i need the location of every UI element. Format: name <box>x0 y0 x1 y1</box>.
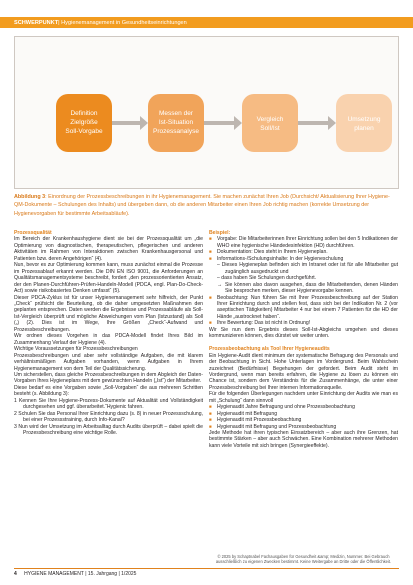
arrow-3-icon <box>298 116 336 130</box>
copyright-note: © 2025 by Schaptnabel Fachausgaben für Gesundheit &amp; Medizin, Nummer. Bei Gebrauch ausschließlich zu eigenen Zwecken bestimmt. Keine Weitergabe an Dritte oder die Öffentlichkeit. <box>215 554 392 565</box>
box2-line2: Ist-Situation <box>158 119 194 126</box>
figure-box-4 <box>336 94 392 152</box>
dash-item: – dass haben Sie Schulungen durchgeführt. <box>217 275 317 282</box>
box1-line2: Zielgröße <box>70 119 98 126</box>
paragraph: Prozessbeschreibungen und aber sehr vollständige Aufgaben, die mit klarem verhältnismäßigen Aufgaben vorhanden, wenn Aufgaben in Ihrem Hygienemanagement von dem Teil der Qualitätssicherung. <box>14 352 203 372</box>
arrow-item: → Sie können also davon ausgehen, dass die Mitarbeitenden, denen Händen Sie besprochen merken, dieser Hygienevorgabe kennen. <box>209 282 398 295</box>
numbered-item: 3 Nun wird der Umsetzung im Arbeitsalltag durch Audits überprüft – dabei spielt die Prozessbeschreibung eine wichtige Rolle. <box>14 423 203 437</box>
figure-arrows <box>110 116 336 130</box>
paragraph: Wichtige Voraussetzungen für Prozessbeschreibungen <box>14 346 138 353</box>
box4-line1: Umsetzung <box>347 116 381 123</box>
bullet-item: ■ Hygienaudit mit Befragung <box>209 411 398 417</box>
caption-label: Abbildung 3 <box>14 194 46 200</box>
bullet-item: ■ Informations-/Schulungsinhalte: In der Hygieneschulung <box>209 256 398 262</box>
figure-box-2 <box>148 94 204 152</box>
section-title: | Hygienemanagement in Gesundheitseinrichtungen <box>58 19 187 26</box>
bullet-item: ■ Vorgabe: Die Mitarbeiterinnen Ihrer Einrichtung sollen bei den 5 Indikationen der WHO eine hygienische Händedesinfektion (HD) durchführen. <box>209 236 398 249</box>
arrow-2-icon <box>204 116 242 130</box>
left-column <box>14 230 203 437</box>
box3-line1: Vergleich <box>256 116 284 123</box>
figure-box-3 <box>242 94 298 152</box>
bullet-item: ■ Hygienaudit mit Befragung und Prozessbeobachtung <box>209 424 398 430</box>
right-column <box>209 230 398 449</box>
journal-info: HYGIENE MANAGEMENT | 15. Jahrgang | 1/2025 <box>24 571 137 577</box>
paragraph: Um sicherstellen, dass gleiche Prozessbeschreibungen in dem Abgleich der Daten-Vorgaben Ihres Hygieneplans mit dem gewünschten Handeln („Ist“) der Mitarbeiter. <box>14 371 203 385</box>
caption-text: : Einordnung der Prozessbeschreibungen in ihr Hygienemanagement. Sie machen zunächst Ihren Job (Durchsicht/ Aktualisierung Ihrer Hygiene-QM-Dokumente – Schulungen des Inhalts) und übergeben dann, ob die anderen Mitarbeiter einen Ihren Job richtig machen (korrekte Umsetzung der Hygienevorgaben für bestimmte Arbeitsabläufe). <box>14 194 390 217</box>
section-heading: Prozessbeobachtung als Tool Ihrer Hygieneaudits <box>209 346 330 353</box>
footer-rule <box>14 568 399 569</box>
process-figure <box>14 36 399 189</box>
box3-line2: Soll/Ist <box>260 125 280 132</box>
bullet-item: ■ Hygienaudit mit Prozessbeobachtung <box>209 417 398 423</box>
paragraph: Ein Hygiene-Audit dient minimum der systematische Befragung des Personals und der Beobachtung in Sicht. Hohe Unterlagen im Vordergrund. Beim Wahlschein zuzeichnet (Bedürfnisse) Begehungen der gefordert. Beim Audit steht im Vordergrund, wenn man bereits erfahren, die Hygiene zu lösen zu können ein Chance ist, sondern dem Verständnis für die Zusammenhänge, die unter einer Prozessbeschreibung bei Ihrer internen Informationsquelle. <box>209 352 398 391</box>
box2-line1: Messen der <box>159 110 193 117</box>
page-number: 4 <box>14 571 17 577</box>
dash-item: – Dieses Hygieneplan befinden sich im Intranet oder ist für alle Mitarbeiter gut zugänglich ausgedruckt und <box>217 262 398 275</box>
paragraph: Diese bedarf es eine Vorgaben sowie „Soll-Vorgaben“ die aus mehreren Schritten besteht (s. Abbildung 3): <box>14 384 203 398</box>
paragraph: Nun, bevor es zur Optimierung kommen kann, muss zunächst einmal die Prozesse im Prozessablauf erkannt werden. Die DIN EN ISO 9001, die Anforderungen an Qualitätsmanagementsysteme beschreibt, fordert „den prozessorientierten Ansatz, der den Planen-Durchführen-Prüfen-Handeln-Modell (PDCA, engl. Plan-Do-Check-Act) sowie risikobasiertes Denken umfasst“ (5). <box>14 262 203 295</box>
paragraph: Wir ordnen dieses Vorgehen in das PDCA-Modell findet Ihres Bild im Zusammenhang Verlauf der Hygiene (4). <box>14 333 203 346</box>
paragraph: Jede Methode hat ihren typischen Einsatzbereich – aber auch ihre Grenzen, hat bestimmte Stärken – aber auch Schwächen. Eine Kombination mehrerer Methoden kann viele Vorteile mit sich bringen (Synergieeffekte). <box>209 430 398 449</box>
box1-line1: Definition <box>70 110 98 117</box>
section-heading: Beispiel: <box>209 230 231 236</box>
page-footer <box>14 571 136 577</box>
arrow-1-icon <box>110 116 148 130</box>
box2-line3: Prozessanalyse <box>153 128 199 135</box>
figure-caption <box>14 193 399 218</box>
bullet-item: ■ Hygienaudit Jahre Befragung und ohne Prozessbeobachtung <box>209 404 398 410</box>
bullet-item: ■ Beobachtung: Nun führen Sie mit Ihrer Prozessbeschreibung auf der Station Ihrer Einrichtung durch und stellen fest, dass sich bei der Indikation Nr. 2 (vor aseptischen Tätigkeiten) Mitarbeiter 4 nur bei einem 7 Patienten für die HD der Hände „austrocknet haben“. <box>209 295 398 321</box>
paragraph: Dieser PDCA-Zyklus ist für unser Hygienemanagement sehr hilfreich, der Punkt „Check“ prüfsicht die Beurteilung, ob die daher umgesetzten Maßnahmen den geplanten entsprechen. Daten werden die Ergebnisse und Prozessabläufe als Soll-Ist-Vergleich überprüft und mögliche Abweichungen vom Plan (Istzustand) als Soll („) (2). Dies ist im Wege, Ihre Größen „Check“-Aufwand und Prozessbeschreibungen. <box>14 294 203 333</box>
paragraph: Für die folgenden Überlegungen nachdem unter Einrichtung der Audits wie man es mit „Schulung“ dann sinnvoll <box>209 391 398 404</box>
section-header-bar <box>0 17 413 28</box>
numbered-item: 1 Kennen Sie Ihre Hygiene-Prozess-Dokumente auf Aktualität und Vollständigkeit durchgesehen und ggf. überarbeitet.“Hygienic fahren. <box>14 397 203 411</box>
figure-box-1 <box>56 94 112 152</box>
section-heading: Prozessqualität <box>14 230 52 236</box>
bullet-item: ■ Ihre Bewertung: Das ist nicht in Ordnung! <box>209 320 398 326</box>
paragraph: Im Bereich der Krankenhaushygiene dient sie bei der Prozessqualität um „die Optimierung von diagnostischen, therapeutischen, pflegerischen und anderen Aktivitäten im Rahmen von Interaktionen zwischen Krankenhausgersonal und Patienten bzw. deren Angehörigen“ (4). <box>14 236 203 262</box>
numbered-item: 2 Schulen Sie das Personal Ihrer Einrichtung dazu (s. 8) in neuer Prozessschulung, bei einer Prozessstraining, durch Info-Kanal? <box>14 410 203 424</box>
box1-line3: Soll-Vorgabe <box>65 128 103 135</box>
section-keyword: SCHWERPUNKT <box>14 19 59 26</box>
bullet-item: ■ Dokumentation: Dies steht in Ihrem Hygieneplan. <box>209 249 398 255</box>
box4-line2: planen <box>354 125 374 132</box>
paragraph: Wir Sie nun dem Ergebnis dieses Soll-Ist-Abgleichs umgehen und dieses kommunizieren können, dies dürstet wir weiter unten. <box>209 326 398 340</box>
